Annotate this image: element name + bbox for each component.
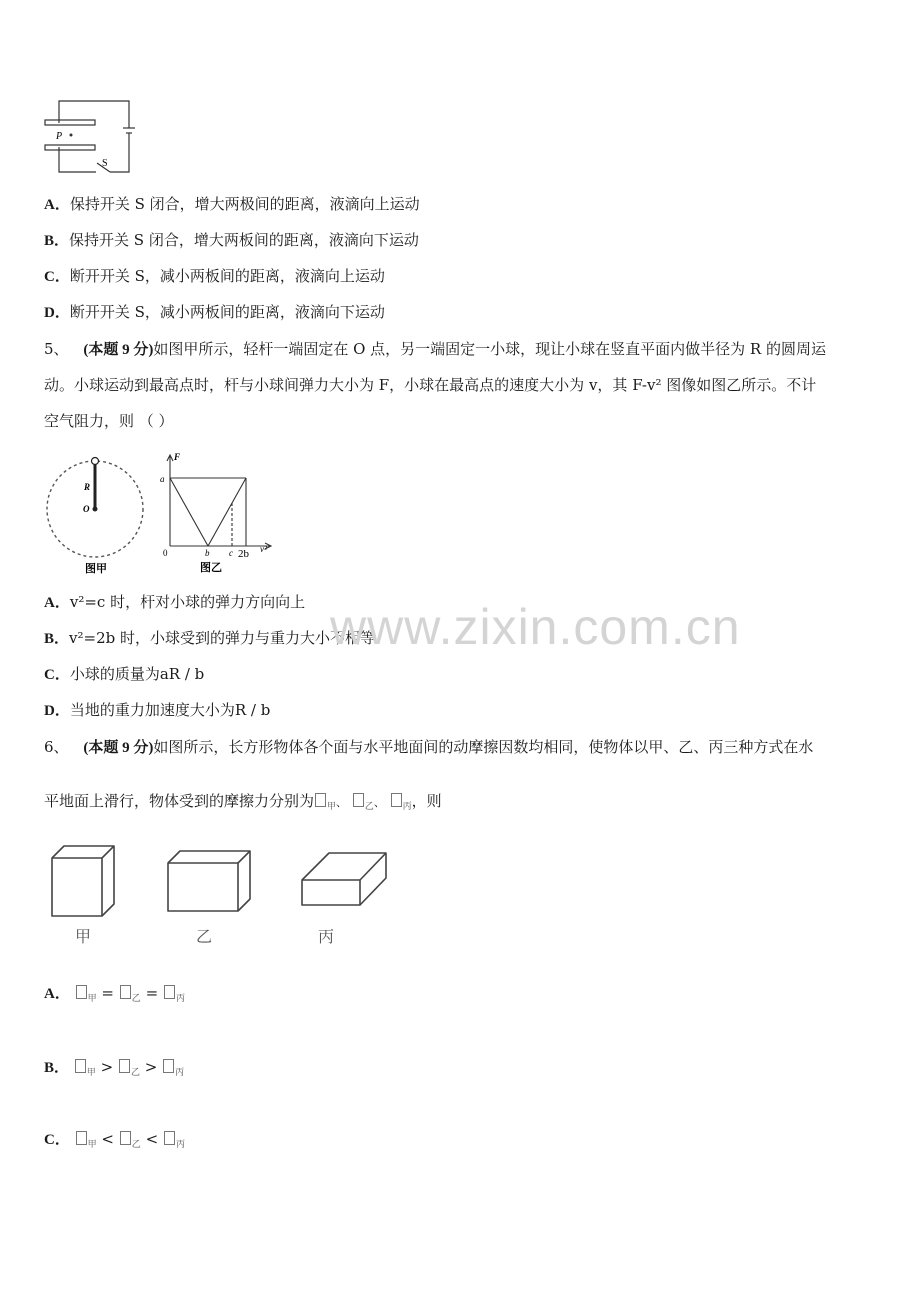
q4-option-c [44, 265, 385, 286]
friction-symbol [164, 985, 175, 999]
friction-symbol [120, 1131, 131, 1145]
label-p: P [56, 131, 63, 142]
label-s: S [102, 158, 108, 169]
q6-option-b [44, 1056, 184, 1078]
block-caption-jia: 甲 [75, 929, 92, 946]
option-letter: C． [44, 269, 70, 285]
relation-operator: = [101, 984, 114, 1002]
friction-symbol [353, 793, 364, 807]
option-letter: D． [44, 703, 70, 719]
q4-option-d [44, 301, 385, 322]
q4-option-a [44, 193, 420, 214]
subscript-jia: 甲 [87, 1140, 97, 1150]
subscript-bing: 丙 [175, 994, 185, 1004]
option-letter: D． [44, 305, 70, 321]
subscript-jia: 甲 [87, 994, 97, 1004]
q4-option-b [44, 229, 419, 250]
figure-yi-graph [156, 450, 281, 577]
label-2b: 2b [238, 548, 249, 560]
q5-option-a [44, 591, 305, 612]
q6-stem-line1 [44, 736, 813, 757]
figure-blocks [44, 838, 404, 950]
subscript-bing: 丙 [175, 1068, 185, 1078]
option-letter: B． [44, 1060, 70, 1076]
friction-symbol [120, 985, 131, 999]
option-letter: B． [44, 233, 70, 249]
option-text: 当地的重力加速度大小为R / b [69, 701, 271, 719]
q5-stem-line3: 空气阻力，则 （ ） [44, 412, 174, 430]
figure-caption: 图乙 [200, 562, 222, 574]
friction-symbol [76, 1131, 87, 1145]
question-text: ，则 [411, 792, 442, 810]
q6-option-a [44, 982, 185, 1004]
watermark: www.zixin.com.cn [330, 599, 741, 655]
q5-option-c [44, 663, 204, 684]
separator: 、 [373, 796, 385, 809]
option-letter: C． [44, 1132, 70, 1148]
capacitor-circuit-figure [40, 96, 140, 176]
option-text: v²=2b 时，小球受到的弹力与重力大小不相等 [69, 629, 375, 647]
friction-symbol [315, 793, 326, 807]
relation-operator: > [100, 1058, 114, 1076]
relation-operator: > [144, 1058, 158, 1076]
block-caption-yi: 乙 [196, 929, 213, 946]
option-text: 断开开关 S，减小两板间的距离，液滴向上运动 [69, 267, 385, 285]
q5-option-d [44, 699, 270, 720]
question-text: 平地面上滑行，物体受到的摩擦力分别为 [44, 792, 315, 810]
option-text: 保持开关 S 闭合，增大两板间的距离，液滴向下运动 [69, 231, 419, 249]
separator: 、 [336, 796, 348, 809]
option-letter: C． [44, 667, 70, 683]
question-text: 如图所示，长方形物体各个面与水平地面间的动摩擦因数均相同，使物体以甲、乙、丙三种方式在水 [153, 738, 814, 756]
relation-operator: < [145, 1130, 159, 1148]
label-c: c [229, 548, 233, 558]
label-a: a [160, 474, 165, 484]
question-tag: (本题 9 分) [83, 342, 154, 358]
relation-operator: = [145, 984, 159, 1002]
friction-symbol [76, 985, 87, 999]
option-letter: A． [44, 986, 70, 1002]
option-text: 保持开关 S 闭合，增大两极间的距离，液滴向上运动 [69, 195, 420, 213]
subscript-yi: 乙 [131, 994, 141, 1004]
subscript-bing: 丙 [175, 1140, 185, 1150]
friction-symbol [163, 1059, 174, 1073]
friction-symbol [119, 1059, 130, 1073]
friction-symbol [75, 1059, 86, 1073]
figure-jia-circle [40, 452, 145, 577]
subscript-jia: 甲 [86, 1068, 96, 1078]
label-origin: 0 [163, 548, 168, 558]
q5-option-b [44, 627, 375, 648]
friction-symbol [164, 1131, 175, 1145]
subscript-yi: 乙 [131, 1140, 141, 1150]
subscript-bing: 丙 [402, 802, 412, 812]
question-number: 5、 [44, 340, 69, 358]
q6-option-c [44, 1128, 185, 1150]
block-caption-bing: 丙 [318, 929, 335, 946]
option-text: v²=c 时，杆对小球的弹力方向向上 [69, 593, 306, 611]
q5-stem-line1 [44, 338, 826, 359]
question-tag: (本题 9 分) [83, 740, 154, 756]
option-text: 断开开关 S，减小两板间的距离，液滴向下运动 [69, 303, 385, 321]
question-text: 如图甲所示，轻杆一端固定在 O 点，另一端固定一小球，现让小球在竖直平面内做半径为 R 的圆周运 [153, 340, 826, 358]
friction-symbol [391, 793, 402, 807]
label-b: b [205, 548, 210, 558]
label-f: F [174, 452, 181, 462]
subscript-jia: 甲 [327, 802, 337, 812]
option-text: 小球的质量为aR / b [69, 665, 205, 683]
subscript-yi: 乙 [364, 802, 374, 812]
label-o: O [83, 504, 90, 514]
label-r: R [84, 482, 91, 492]
question-number: 6、 [44, 738, 69, 756]
label-v2: v² [260, 544, 267, 554]
relation-operator: < [101, 1130, 114, 1148]
figure-caption: 图甲 [85, 563, 107, 575]
subscript-yi: 乙 [130, 1068, 140, 1078]
option-letter: A． [44, 197, 70, 213]
option-letter: B． [44, 631, 70, 647]
q6-stem-line2 [44, 790, 442, 812]
option-letter: A． [44, 595, 70, 611]
q5-stem-line2: 动。小球运动到最高点时，杆与小球间弹力大小为 F，小球在最高点的速度大小为 v，其 F-v² 图像如图乙所示。不计 [44, 376, 817, 394]
